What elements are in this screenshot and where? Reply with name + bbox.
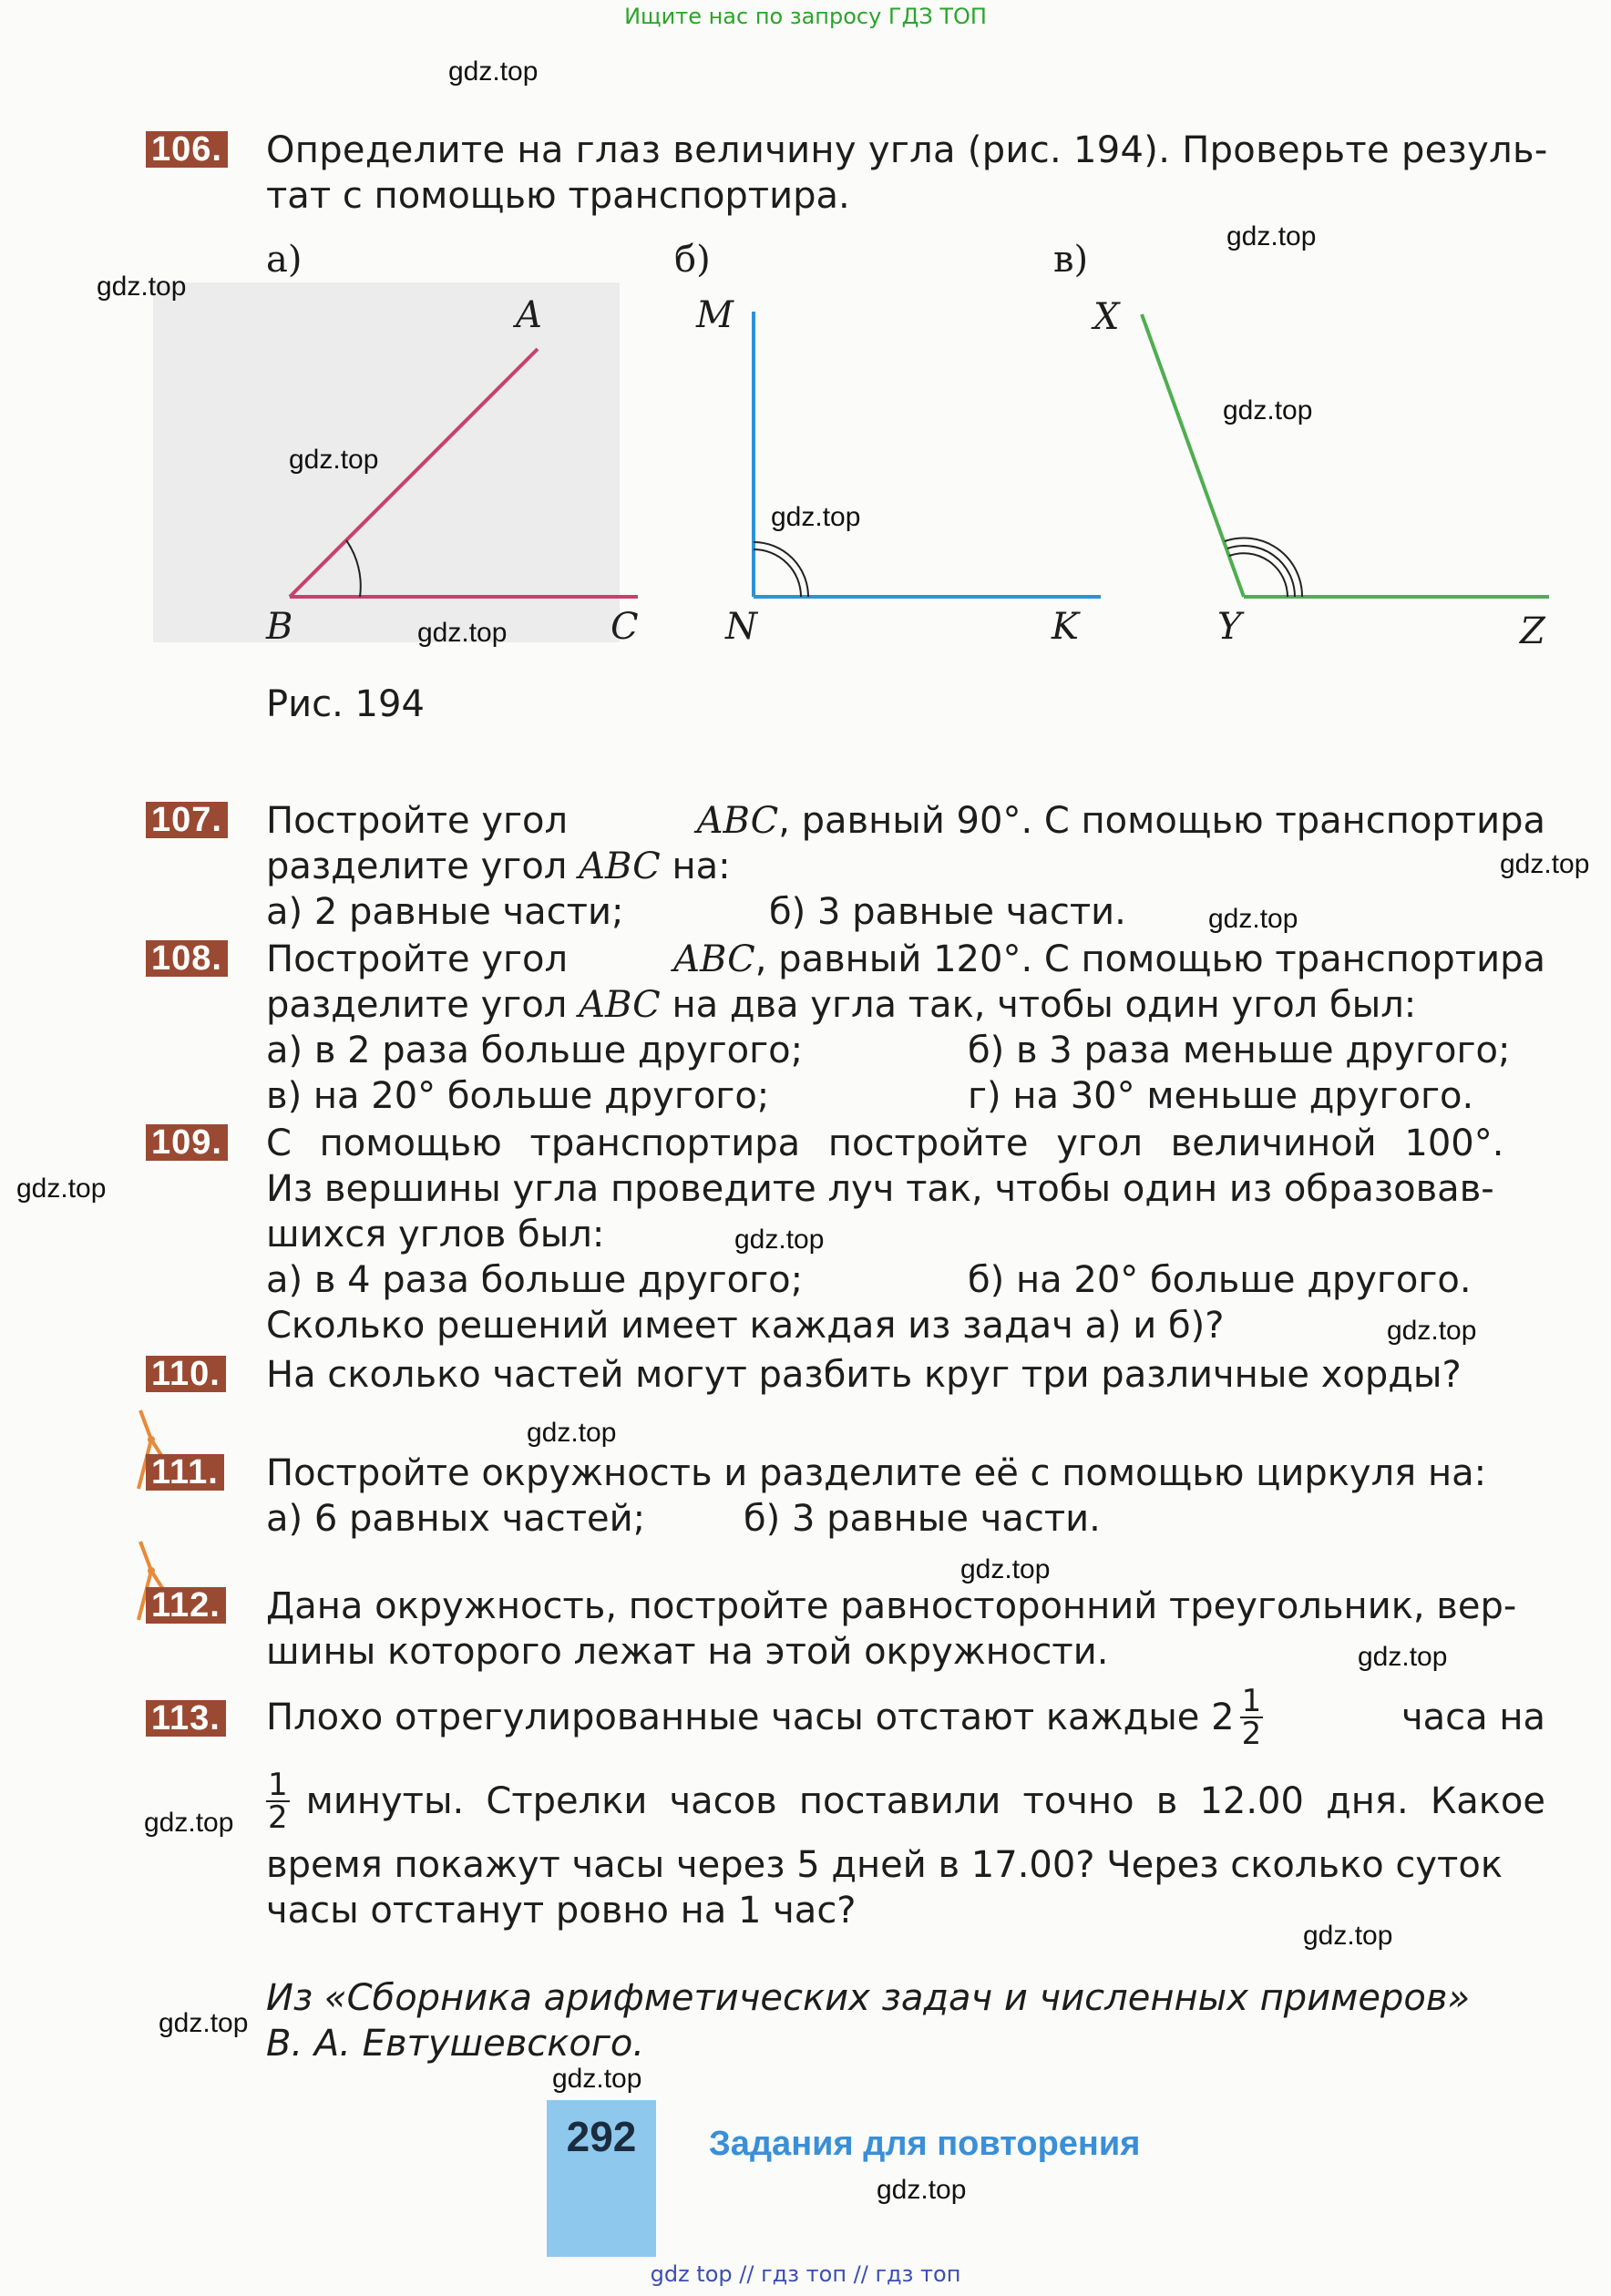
task-number: 112. — [146, 1587, 226, 1624]
text-fragment: минуты. Стрелки часов поставили точно в 12.00 дня. Какое — [305, 1780, 1545, 1822]
fraction-numerator: 1 — [1241, 1683, 1262, 1719]
search-banner[interactable]: Ищите нас по запросу ГДЗ ТОП — [624, 4, 987, 29]
fraction-denominator: 2 — [1241, 1716, 1262, 1752]
task-text: шихся углов был: — [266, 1214, 605, 1256]
angle-name: ABC — [579, 846, 661, 887]
task-text — [266, 1683, 1545, 1752]
fraction-numerator: 1 — [268, 1767, 288, 1803]
angle-name: ABC — [696, 800, 779, 842]
watermark: gdz.top — [97, 272, 187, 302]
figure-caption: Рис. 194 — [266, 683, 425, 725]
point-label-K: K — [1052, 606, 1079, 648]
task-number: 108. — [146, 940, 228, 977]
figure-194 — [0, 228, 1611, 738]
text-fragment: на два угла так, чтобы один угол был: — [672, 984, 1417, 1026]
fraction-denominator: 2 — [268, 1799, 288, 1836]
task-text — [266, 844, 1545, 889]
fraction — [1240, 1683, 1264, 1752]
task-text — [266, 1767, 1545, 1836]
subitem-a: а) в 2 раза больше другого; — [266, 1030, 804, 1071]
watermark: gdz.top — [289, 445, 379, 475]
task-number: 106. — [146, 131, 228, 168]
watermark: gdz.top — [734, 1225, 825, 1255]
watermark: gdz.top — [144, 1808, 234, 1838]
task-text: тат с помощью транспортира. — [266, 175, 850, 217]
point-label-C: C — [611, 606, 639, 648]
point-label-A: A — [516, 294, 542, 336]
panel-a-background — [153, 282, 620, 642]
subitem-d: г) на 30° меньше другого. — [968, 1075, 1474, 1117]
task-text: часы отстанут ровно на 1 час? — [266, 1890, 857, 1932]
point-label-N: N — [725, 606, 757, 648]
text-fragment: , равный 90°. С помощью транспортира — [778, 800, 1545, 842]
angle-name: ABC — [579, 984, 661, 1026]
task-113 — [146, 1683, 1549, 1952]
watermark: gdz.top — [527, 1418, 617, 1448]
task-text: Дана окружность, постройте равносторонний треугольник, вер- — [266, 1585, 1517, 1627]
text-fragment: Постройте угол — [266, 800, 569, 842]
task-subitems — [266, 889, 1545, 935]
citation-line: Из «Сборника арифметических задач и численных примеров» — [266, 1977, 1471, 2019]
subitem-b: б) 3 равные части. — [744, 1498, 1101, 1540]
angle-name: ABC — [673, 938, 755, 980]
page-number: 292 — [566, 2113, 637, 2160]
point-label-Z: Z — [1520, 610, 1545, 652]
task-subitems — [266, 1028, 1545, 1073]
watermark: gdz.top — [552, 2064, 642, 2094]
text-fragment: разделите угол — [266, 846, 568, 887]
task-112 — [146, 1584, 1549, 1675]
text-fragment: Постройте угол — [266, 938, 569, 980]
point-label-M: M — [696, 294, 734, 336]
watermark: gdz.top — [1208, 904, 1298, 934]
watermark: gdz.top — [1358, 1642, 1448, 1672]
subitem-a: а) в 4 раза больше другого; — [266, 1259, 804, 1301]
subitem-a: а) 2 равные части; — [266, 891, 624, 933]
panel-label-c: в) — [1053, 239, 1089, 281]
watermark: gdz.top — [1387, 1316, 1477, 1346]
text-fragment: разделите угол — [266, 984, 568, 1026]
task-text — [266, 982, 1545, 1028]
task-number: 109. — [146, 1124, 228, 1161]
task-text: Определите на глаз величину угла (рис. 194). Проверьте резуль- — [266, 129, 1548, 171]
task-number: 110. — [146, 1356, 226, 1392]
figure-svg — [0, 228, 1611, 738]
task-111 — [146, 1450, 1549, 1542]
task-107 — [146, 798, 1549, 935]
ray-YX — [1142, 314, 1244, 597]
angle-arc-N — [754, 549, 801, 597]
panel-label-a: а) — [266, 239, 303, 281]
text-fragment: на: — [672, 846, 731, 887]
point-label-X: X — [1093, 296, 1120, 338]
text-fragment: Плохо отрегулированные часы отстают каждые 2 — [266, 1696, 1235, 1738]
bottom-links[interactable]: gdz top // гдз топ // гдз топ — [650, 2261, 961, 2287]
task-text: Из вершины угла проведите луч так, чтобы один из образовав- — [266, 1168, 1494, 1210]
task-text: На сколько частей могут разбить круг три различные хорды? — [266, 1354, 1462, 1396]
task-subitems — [266, 1496, 1545, 1542]
watermark: gdz.top — [771, 502, 861, 532]
fraction — [266, 1767, 290, 1836]
task-subitems — [266, 1257, 1545, 1303]
watermark: gdz.top — [1303, 1921, 1393, 1951]
task-number: 113. — [146, 1700, 226, 1737]
task-text: С помощью транспортира постройте угол величиной 100°. — [266, 1122, 1504, 1164]
watermark: gdz.top — [960, 1554, 1051, 1584]
task-number: 107. — [146, 802, 228, 838]
citation-line: В. А. Евтушевского. — [266, 2023, 645, 2065]
task-106 — [146, 128, 1549, 228]
task-108 — [146, 937, 1549, 1119]
task-text: Сколько решений имеет каждая из задач а) и б)? — [266, 1305, 1225, 1347]
watermark: gdz.top — [1226, 221, 1317, 251]
watermark: gdz.top — [16, 1174, 107, 1204]
subitem-b: б) в 3 раза меньше другого; — [968, 1030, 1511, 1071]
task-text — [266, 798, 1545, 844]
subitem-b: б) на 20° больше другого. — [968, 1259, 1472, 1301]
point-label-B: B — [266, 606, 293, 648]
watermark: gdz.top — [877, 2175, 967, 2205]
task-subitems — [266, 1073, 1545, 1119]
task-text — [266, 937, 1545, 982]
watermark: gdz.top — [1223, 395, 1313, 425]
task-number: 111. — [146, 1454, 224, 1491]
task-text: Постройте окружность и разделите её с помощью циркуля на: — [266, 1452, 1487, 1494]
task-110 — [146, 1352, 1549, 1398]
watermark: gdz.top — [417, 618, 508, 648]
task-text: шины которого лежат на этой окружности. — [266, 1631, 1109, 1673]
panel-label-b: б) — [674, 239, 711, 281]
section-title: Задания для повторения — [709, 2125, 1141, 2163]
subitem-c: в) на 20° больше другого; — [266, 1075, 770, 1117]
text-fragment: часа на — [1401, 1696, 1545, 1738]
subitem-b: б) 3 равные части. — [769, 891, 1126, 933]
watermark: gdz.top — [1500, 849, 1590, 879]
point-label-Y: Y — [1217, 606, 1242, 648]
watermark: gdz.top — [448, 56, 539, 87]
watermark: gdz.top — [159, 2008, 249, 2038]
text-fragment: , равный 120°. С помощью транспортира — [754, 938, 1545, 980]
task-109 — [146, 1121, 1549, 1348]
task-text: время покажут часы через 5 дней в 17.00? Через сколько суток — [266, 1844, 1503, 1886]
source-citation — [266, 1975, 1551, 2066]
subitem-a: а) 6 равных частей; — [266, 1498, 646, 1540]
